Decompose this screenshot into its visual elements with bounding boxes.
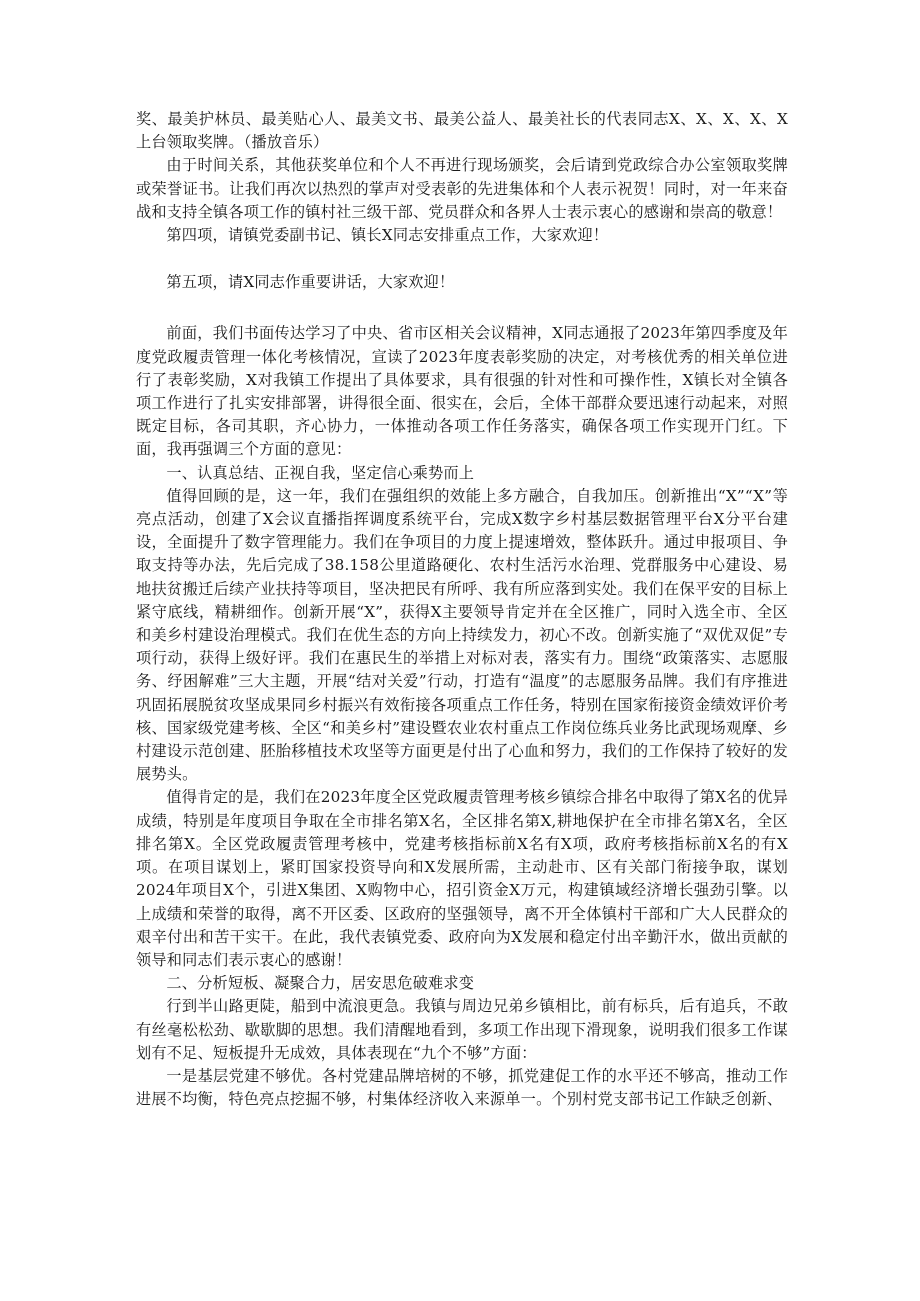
section-heading-two: 二、分析短板、凝聚合力，居安思危破难求变	[166, 974, 475, 993]
paragraph-speech-intro: 前面，我们书面传达学习了中央、省市区相关会议精神，X同志通报了2023年第四季度及年度党政履责管理一体化考核情况，宣读了2023年度表彰奖励的决定，对考核优秀的相关单位进行了表彰奖励，X对我镇工作提出了具体要求，具有很强的针对性和可操作性，X镇长对全镇各项工作进行了扎实安排部署，讲得很全面、很实在，会后，全体干部群众要迅速行动起来，对照既定目标，各司其职，齐心协力，一体推动各项工作任务落实，确保各项工作实现开门红。下面，我再强调三个方面的意见：	[136, 324, 788, 459]
spacer	[136, 247, 788, 271]
paragraph-point-one: 一是基层党建不够优。各村党建品牌培树的不够，抓党建促工作的水平还不够高，推动工作进展不均衡，特色亮点挖掘不够，村集体经济收入来源单一。个别村党支部书记工作缺乏创新、	[136, 1066, 788, 1109]
paragraph-time-constraint: 由于时间关系，其他获奖单位和个人不再进行现场颁奖，会后请到党政综合办公室领取奖牌或荣誉证书。让我们再次以热烈的掌声对受表彰的先进集体和个人表示祝贺！同时，对一年来奋战和支持全镇各项工作的镇村社三级干部、党员群众和各界人士表示衷心的感谢和崇高的敬意！	[136, 156, 788, 221]
paragraph-review: 值得回顾的是，这一年，我们在强组织的效能上多方融合，自我加压。创新推出“X”“X”等亮点活动，创建了X会议直播指挥调度系统平台，完成X数字乡村基层数据管理平台X分平台建设，全面提升了数字管理能力。我们在争项目的力度上提速增效，整体跃升。通过申报项目、争取支持等办法，先后完成了38.158公里道路硬化、农村生活污水治理、党群服务中心建设、易地扶贫搬迁后续产业扶持等项目，坚决把民有所呼、我有所应落到实处。我们在保平安的目标上紧守底线，精耕细作。创新开展“X”，获得X主要领导肯定并在全区推广，同时入选全市、全区和美乡村建设治理模式。我们在优生态的方向上持续发力，初心不改。创新实施了“双优双促”专项行动，获得上级好评。我们在惠民生的举措上对标对表，落实有力。围绕“政策落实、志愿服务、纾困解难”三大主题，开展“结对关爱”行动，打造有“温度”的志愿服务品牌。我们有序推进巩固拓展脱贫攻坚成果同乡村振兴有效衔接各项重点工作任务，特别在国家衔接资金绩效评价考核、国家级党建考核、全区“和美乡村”建设暨农业农村重点工作岗位练兵业务比武现场观摩、乡村建设示范创建、胚胎移植技术攻坚等方面更是付出了心血和努力，我们的工作保持了较好的发展势头。	[136, 486, 788, 784]
paragraph-analysis: 行到半山路更陡，船到中流浪更急。我镇与周边兄弟乡镇相比，前有标兵，后有追兵，不敢有丝毫松松劲、歇歇脚的思想。我们清醒地看到，多项工作出现下滑现象，说明我们很多工作谋划有不足、短板提升无成效，具体表现在“九个不够”方面：	[136, 997, 788, 1062]
paragraph-item-four: 第四项，请镇党委副书记、镇长X同志安排重点工作，大家欢迎！	[166, 226, 609, 245]
paragraph-award-continuation: 奖、最美护林员、最美贴心人、最美文书、最美公益人、最美社长的代表同志X、X、X、X、X上台领取奖牌。（播放音乐）	[136, 110, 788, 152]
paragraph-achievements: 值得肯定的是，我们在2023年度全区党政履责管理考核乡镇综合排名中取得了第X名的优异成绩，特别是年度项目争取在全市排名第X名，全区排名第X,耕地保护在全市排名第X名，全区排名第X。全区党政履责管理考核中，党建考核指标前X名有X项，政府考核指标前X名的有X项。在项目谋划上，紧盯国家投资导向和X发展所需，主动赴市、区有关部门衔接争取，谋划2024年项目X个，引进X集团、X购物中心，招引资金X万元，构建镇域经济增长强劲引擎。以上成绩和荣誉的取得，离不开区委、区政府的坚强领导，离不开全体镇村干部和广大人民群众的艰辛付出和苦干实干。在此，我代表镇党委、政府向为X发展和稳定付出辛勤汗水，做出贡献的领导和同志们表示衷心的感谢！	[136, 788, 788, 969]
section-heading-one: 一、认真总结、正视自我，坚定信心乘势而上	[166, 463, 475, 482]
paragraph-item-five: 第五项，请X同志作重要讲话，大家欢迎！	[166, 273, 455, 292]
spacer	[136, 294, 788, 322]
document-body	[136, 108, 788, 1111]
